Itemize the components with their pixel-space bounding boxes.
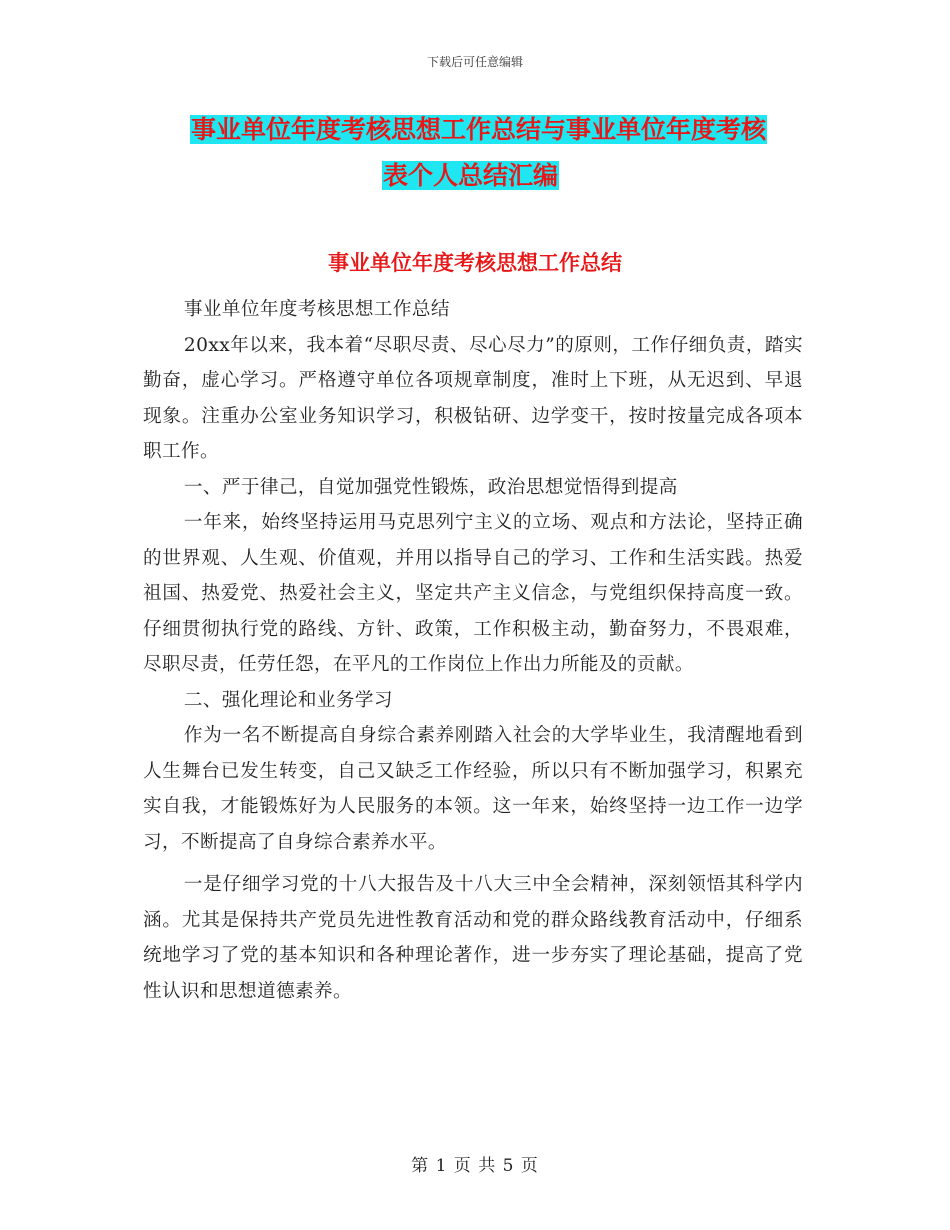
paragraph-opening: 20xx年以来，我本着“尽职尽责、尽心尽力”的原则，工作仔细负责，踏实勤奋，虚心学习。严格遵守单位各项规章制度，准时上下班，从无迟到、早退现象。注重办公室业务知识学习，积极钻研、边学变干，按时按量完成各项本职工作。 (143, 334, 803, 462)
section-title: 事业单位年度考核思想工作总结 (328, 251, 622, 275)
paragraph-section-one-body: 一年来，始终坚持运用马克思列宁主义的立场、观点和方法论，坚持正确的世界观、人生观、价值观，并用以指导自己的学习、工作和生活实践。热爱祖国、热爱党、热爱社会主义，坚定共产主义信念，与党组织保持高度一致。仔细贯彻执行党的路线、方针、政策，工作积极主动，勤奋努力，不畏艰难，尽职尽责，任劳任怨，在平凡的工作岗位上作出力所能及的贡献。 (143, 512, 803, 675)
title-highlight-1: 事业单位年度考核思想工作总结与事业单位年度考核 (191, 115, 767, 144)
document-title (190, 110, 810, 196)
page-number-footer: 第 1 页 共 5 页 (411, 1156, 539, 1176)
paragraph-study-point-one: 一是仔细学习党的十八大报告及十八大三中全会精神，深刻领悟其科学内涵。尤其是保持共产党员先进性教育活动和党的群众路线教育活动中，仔细系统地学习了党的基本知识和各种理论著作，进一步夯实了理论基础，提高了党性认识和思想道德素养。 (143, 874, 803, 1002)
paragraph-section-two-body: 作为一名不断提高自身综合素养刚踏入社会的大学毕业生，我清醒地看到人生舞台已发生转变，自己又缺乏工作经验，所以只有不断加强学习，积累充实自我，才能锻炼好为人民服务的本领。这一年来，始终坚持一边工作一边学习，不断提高了自身综合素养水平。 (143, 725, 803, 853)
title-highlight-2: 表个人总结汇编 (383, 161, 559, 190)
document-title-line2 (382, 156, 810, 196)
document-body (143, 292, 803, 1009)
document-title-line1 (190, 110, 810, 150)
paragraph-section-two-heading: 二、强化理论和业务学习 (183, 689, 393, 711)
paragraph-section-one-heading: 一、严于律己，自觉加强党性锻炼，政治思想觉悟得到提高 (183, 476, 678, 498)
page-header-note: 下载后可任意编辑 (426, 55, 523, 69)
paragraph-intro-heading: 事业单位年度考核思想工作总结 (183, 299, 450, 320)
